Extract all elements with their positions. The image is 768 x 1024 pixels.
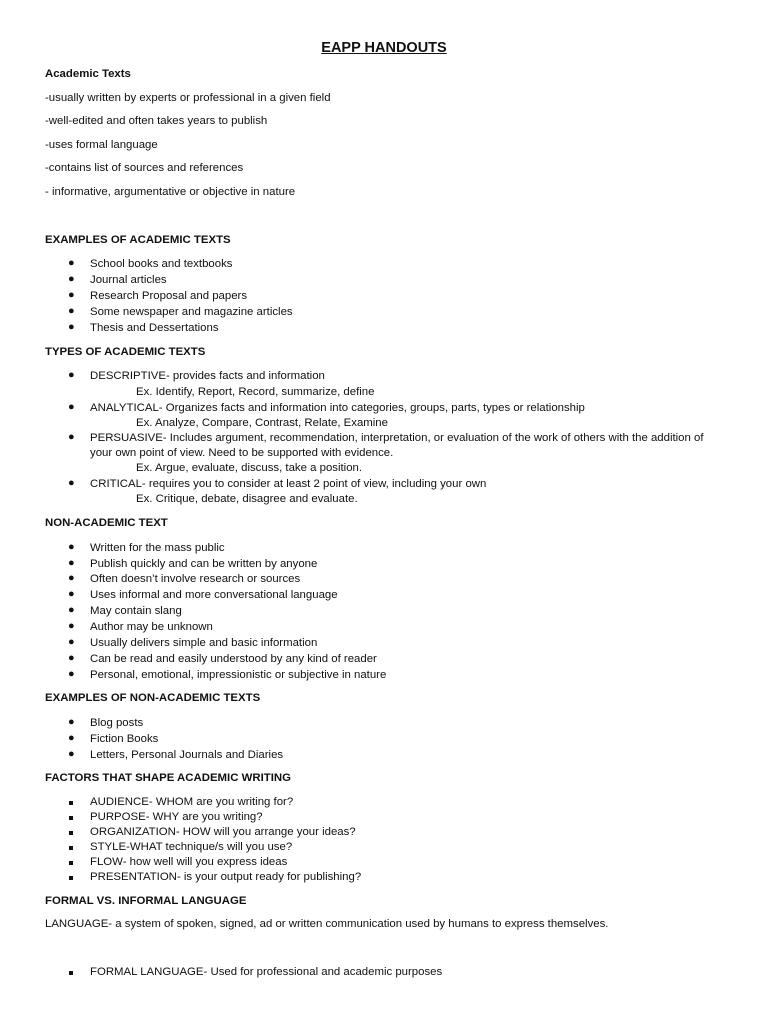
bullet-icon: ● bbox=[68, 401, 75, 413]
academic-line: - informative, argumentative or objective in nature bbox=[45, 186, 296, 198]
section-heading-examples-non-academic: EXAMPLES OF NON-ACADEMIC TEXTS bbox=[45, 692, 261, 704]
bullet-icon: ● bbox=[68, 477, 75, 489]
list-item: Personal, emotional, impressionistic or subjective in nature bbox=[90, 669, 387, 681]
bullet-icon: ● bbox=[68, 572, 75, 584]
section-heading-types-academic: TYPES OF ACADEMIC TEXTS bbox=[45, 346, 206, 358]
list-item: Research Proposal and papers bbox=[90, 290, 248, 302]
list-item: AUDIENCE- WHOM are you writing for? bbox=[90, 796, 294, 808]
list-item: CRITICAL- requires you to consider at least 2 point of view, including your own bbox=[90, 478, 487, 490]
bullet-icon: ● bbox=[68, 321, 75, 333]
section-heading-non-academic: NON-ACADEMIC TEXT bbox=[45, 517, 168, 529]
bullet-icon: ● bbox=[68, 257, 75, 269]
bullet-icon: ● bbox=[68, 273, 75, 285]
list-item: Author may be unknown bbox=[90, 621, 213, 633]
list-item: PRESENTATION- is your output ready for publishing? bbox=[90, 871, 362, 883]
academic-line: -contains list of sources and references bbox=[45, 162, 244, 174]
academic-line: -usually written by experts or professional in a given field bbox=[45, 92, 331, 104]
list-item: School books and textbooks bbox=[90, 258, 233, 270]
bullet-icon: ● bbox=[68, 604, 75, 616]
bullet-icon: ● bbox=[68, 557, 75, 569]
list-item: Usually delivers simple and basic information bbox=[90, 637, 318, 649]
bullet-icon: ● bbox=[68, 305, 75, 317]
academic-line: -uses formal language bbox=[45, 139, 158, 151]
square-bullet-icon bbox=[69, 861, 73, 865]
square-bullet-icon bbox=[69, 846, 73, 850]
section-heading-factors: FACTORS THAT SHAPE ACADEMIC WRITING bbox=[45, 772, 291, 784]
list-item: Fiction Books bbox=[90, 733, 159, 745]
list-item: ORGANIZATION- HOW will you arrange your ideas? bbox=[90, 826, 356, 838]
list-item: Publish quickly and can be written by anyone bbox=[90, 558, 318, 570]
bullet-icon: ● bbox=[68, 668, 75, 680]
bullet-icon: ● bbox=[68, 748, 75, 760]
list-item: PURPOSE- WHY are you writing? bbox=[90, 811, 263, 823]
square-bullet-icon bbox=[69, 876, 73, 880]
example-line: Ex. Analyze, Compare, Contrast, Relate, Examine bbox=[136, 417, 388, 429]
example-line: Ex. Critique, debate, disagree and evaluate. bbox=[136, 493, 358, 505]
list-item: FORMAL LANGUAGE- Used for professional and academic purposes bbox=[90, 966, 443, 978]
page-title: EAPP HANDOUTS bbox=[321, 40, 447, 56]
example-line: Ex. Argue, evaluate, discuss, take a position. bbox=[136, 462, 363, 474]
example-line: Ex. Identify, Report, Record, summarize, define bbox=[136, 386, 375, 398]
square-bullet-icon bbox=[69, 831, 73, 835]
list-item: Some newspaper and magazine articles bbox=[90, 306, 293, 318]
section-heading-formal-informal: FORMAL VS. INFORMAL LANGUAGE bbox=[45, 895, 247, 907]
list-item: PERSUASIVE- Includes argument, recommendation, interpretation, or evaluation of the work of others with the addition of your own point of view. Need to be supported with evidence. bbox=[90, 432, 704, 459]
bullet-icon: ● bbox=[68, 716, 75, 728]
bullet-icon: ● bbox=[68, 732, 75, 744]
square-bullet-icon bbox=[69, 801, 73, 805]
bullet-icon: ● bbox=[68, 588, 75, 600]
language-definition: LANGUAGE- a system of spoken, signed, ad or written communication used by humans to express themselves. bbox=[45, 918, 609, 930]
list-item: STYLE-WHAT technique/s will you use? bbox=[90, 841, 293, 853]
bullet-icon: ● bbox=[68, 431, 75, 443]
bullet-icon: ● bbox=[68, 289, 75, 301]
section-heading-academic-texts: Academic Texts bbox=[45, 68, 131, 80]
list-item: May contain slang bbox=[90, 605, 182, 617]
list-item: Often doesn’t involve research or sources bbox=[90, 573, 301, 585]
list-item: Uses informal and more conversational language bbox=[90, 589, 338, 601]
bullet-icon: ● bbox=[68, 636, 75, 648]
square-bullet-icon bbox=[69, 816, 73, 820]
academic-line: -well-edited and often takes years to publish bbox=[45, 115, 268, 127]
list-item: Letters, Personal Journals and Diaries bbox=[90, 749, 284, 761]
list-item: ANALYTICAL- Organizes facts and information into categories, groups, parts, types or relationship bbox=[90, 402, 585, 414]
list-item: Blog posts bbox=[90, 717, 144, 729]
list-item: FLOW- how well will you express ideas bbox=[90, 856, 288, 868]
section-heading-examples-academic: EXAMPLES OF ACADEMIC TEXTS bbox=[45, 234, 231, 246]
bullet-icon: ● bbox=[68, 369, 75, 381]
list-item: Journal articles bbox=[90, 274, 167, 286]
list-item: Thesis and Dessertations bbox=[90, 322, 219, 334]
bullet-icon: ● bbox=[68, 652, 75, 664]
square-bullet-icon bbox=[69, 971, 73, 975]
list-item: Can be read and easily understood by any kind of reader bbox=[90, 653, 377, 665]
list-item: DESCRIPTIVE- provides facts and information bbox=[90, 370, 325, 382]
bullet-icon: ● bbox=[68, 620, 75, 632]
bullet-icon: ● bbox=[68, 541, 75, 553]
list-item: Written for the mass public bbox=[90, 542, 225, 554]
